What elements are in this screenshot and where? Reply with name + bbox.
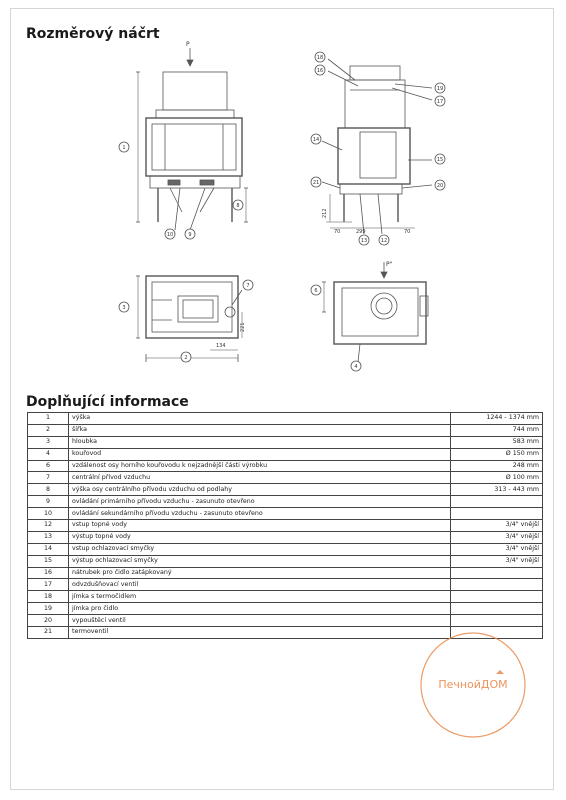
table-row xyxy=(28,555,543,567)
table-row xyxy=(28,543,543,555)
arrow-p-label: P xyxy=(186,41,190,48)
table-row xyxy=(28,615,543,627)
table-row xyxy=(28,472,543,484)
callout-6: 6 xyxy=(314,288,318,294)
table-row xyxy=(28,508,543,520)
cell-val xyxy=(451,591,543,603)
cell-val xyxy=(451,508,543,520)
cell-no: 17 xyxy=(28,579,69,591)
table-row xyxy=(28,520,543,532)
spec-table xyxy=(27,412,543,639)
cell-no: 2 xyxy=(28,424,69,436)
dim-70-right: 70 xyxy=(404,229,411,235)
info-title: Doplňující informace xyxy=(26,394,189,410)
cell-desc: termoventil xyxy=(69,627,451,639)
callout-21: 21 xyxy=(312,180,320,186)
cell-val: 744 mm xyxy=(451,424,543,436)
top-view xyxy=(136,276,242,362)
cell-desc: jímka s termočidlem xyxy=(69,591,451,603)
cell-desc: výška xyxy=(69,413,451,425)
cell-no: 19 xyxy=(28,603,69,615)
cell-val xyxy=(451,567,543,579)
cell-desc: šířka xyxy=(69,424,451,436)
cell-desc: výstup ochlazovací smyčky xyxy=(69,555,451,567)
cell-no: 12 xyxy=(28,520,69,532)
cell-val: 3/4" vnější xyxy=(451,520,543,532)
table-row xyxy=(28,496,543,508)
callout-13: 13 xyxy=(360,238,368,244)
dim-212: 212 xyxy=(322,208,328,218)
cell-desc: centrální přívod vzduchu xyxy=(69,472,451,484)
callout-3: 3 xyxy=(122,305,126,311)
callout-1: 1 xyxy=(122,145,126,151)
cell-no: 18 xyxy=(28,591,69,603)
callout-15: 15 xyxy=(436,157,444,163)
callout-9: 9 xyxy=(188,232,192,238)
cell-no: 10 xyxy=(28,508,69,520)
table-row xyxy=(28,413,543,425)
front-view xyxy=(136,48,248,230)
cell-no: 6 xyxy=(28,460,69,472)
callout-16: 16 xyxy=(316,68,324,74)
cell-no: 21 xyxy=(28,627,69,639)
cell-no: 16 xyxy=(28,567,69,579)
table-row xyxy=(28,591,543,603)
callout-12: 12 xyxy=(380,238,388,244)
cell-desc: vzdálenost osy horního kouřovodu k nejzadnější části výrobku xyxy=(69,460,451,472)
cell-no: 1 xyxy=(28,413,69,425)
cell-no: 20 xyxy=(28,615,69,627)
callout-4: 4 xyxy=(354,364,358,370)
cell-desc: vstup topné vody xyxy=(69,520,451,532)
dim-134: 134 xyxy=(216,343,226,349)
cell-val xyxy=(451,603,543,615)
cell-val: 313 - 443 mm xyxy=(451,484,543,496)
callout-18: 18 xyxy=(316,55,324,61)
cell-no: 8 xyxy=(28,484,69,496)
cell-val xyxy=(451,579,543,591)
table-row xyxy=(28,579,543,591)
cell-no: 15 xyxy=(28,555,69,567)
table-row xyxy=(28,567,543,579)
cell-val: 583 mm xyxy=(451,436,543,448)
cell-val: 1244 - 1374 mm xyxy=(451,413,543,425)
cell-val: Ø 150 mm xyxy=(451,448,543,460)
watermark-text: ПечнойДОМ xyxy=(438,678,508,691)
cell-no: 7 xyxy=(28,472,69,484)
sketch-title: Rozměrový náčrt xyxy=(26,26,160,42)
cell-val xyxy=(451,615,543,627)
cell-desc: ovládání sekundárního přívodu vzduchu - zasunuto otevřeno xyxy=(69,508,451,520)
cell-val: 248 mm xyxy=(451,460,543,472)
table-row xyxy=(28,531,543,543)
table-row xyxy=(28,460,543,472)
callout-2: 2 xyxy=(184,355,188,361)
table-row xyxy=(28,484,543,496)
cell-val xyxy=(451,496,543,508)
callout-20: 20 xyxy=(436,183,444,189)
callout-14: 14 xyxy=(312,137,320,143)
side-view xyxy=(322,59,432,234)
cell-desc: kouřovod xyxy=(69,448,451,460)
cell-desc: vstup ochlazovací smyčky xyxy=(69,543,451,555)
cell-desc: nátrubek pro čidlo zatápkovaný xyxy=(69,567,451,579)
dim-70-left: 70 xyxy=(334,229,341,235)
callout-19: 19 xyxy=(436,86,444,92)
callout-10: 10 xyxy=(166,232,174,238)
cell-desc: jímka pro čidlo xyxy=(69,603,451,615)
cell-val: Ø 100 mm xyxy=(451,472,543,484)
cell-val: 3/4" vnější xyxy=(451,543,543,555)
cell-no: 14 xyxy=(28,543,69,555)
callout-17: 17 xyxy=(436,99,444,105)
cell-desc: odvzdušňovací ventil xyxy=(69,579,451,591)
arrow-p-top-label: P" xyxy=(386,261,393,268)
cell-no: 9 xyxy=(28,496,69,508)
rear-top-view xyxy=(322,262,428,362)
dim-221: 221 xyxy=(240,322,246,332)
table-row xyxy=(28,448,543,460)
cell-no: 3 xyxy=(28,436,69,448)
table-row xyxy=(28,603,543,615)
cell-val: 3/4" vnější xyxy=(451,531,543,543)
dim-299: 299 xyxy=(356,229,366,235)
callout-8: 8 xyxy=(236,203,240,209)
cell-no: 4 xyxy=(28,448,69,460)
cell-desc: ovládání primárního přívodu vzduchu - zasunuto otevřeno xyxy=(69,496,451,508)
callout-7: 7 xyxy=(246,283,250,289)
cell-desc: výstup topné vody xyxy=(69,531,451,543)
cell-val: 3/4" vnější xyxy=(451,555,543,567)
table-row xyxy=(28,424,543,436)
table-row xyxy=(28,436,543,448)
cell-desc: vypouštěcí ventil xyxy=(69,615,451,627)
pechnoy-dom-watermark xyxy=(418,630,528,740)
cell-desc: hloubka xyxy=(69,436,451,448)
cell-no: 13 xyxy=(28,531,69,543)
cell-desc: výška osy centrálního přívodu vzduchu od podlahy xyxy=(69,484,451,496)
